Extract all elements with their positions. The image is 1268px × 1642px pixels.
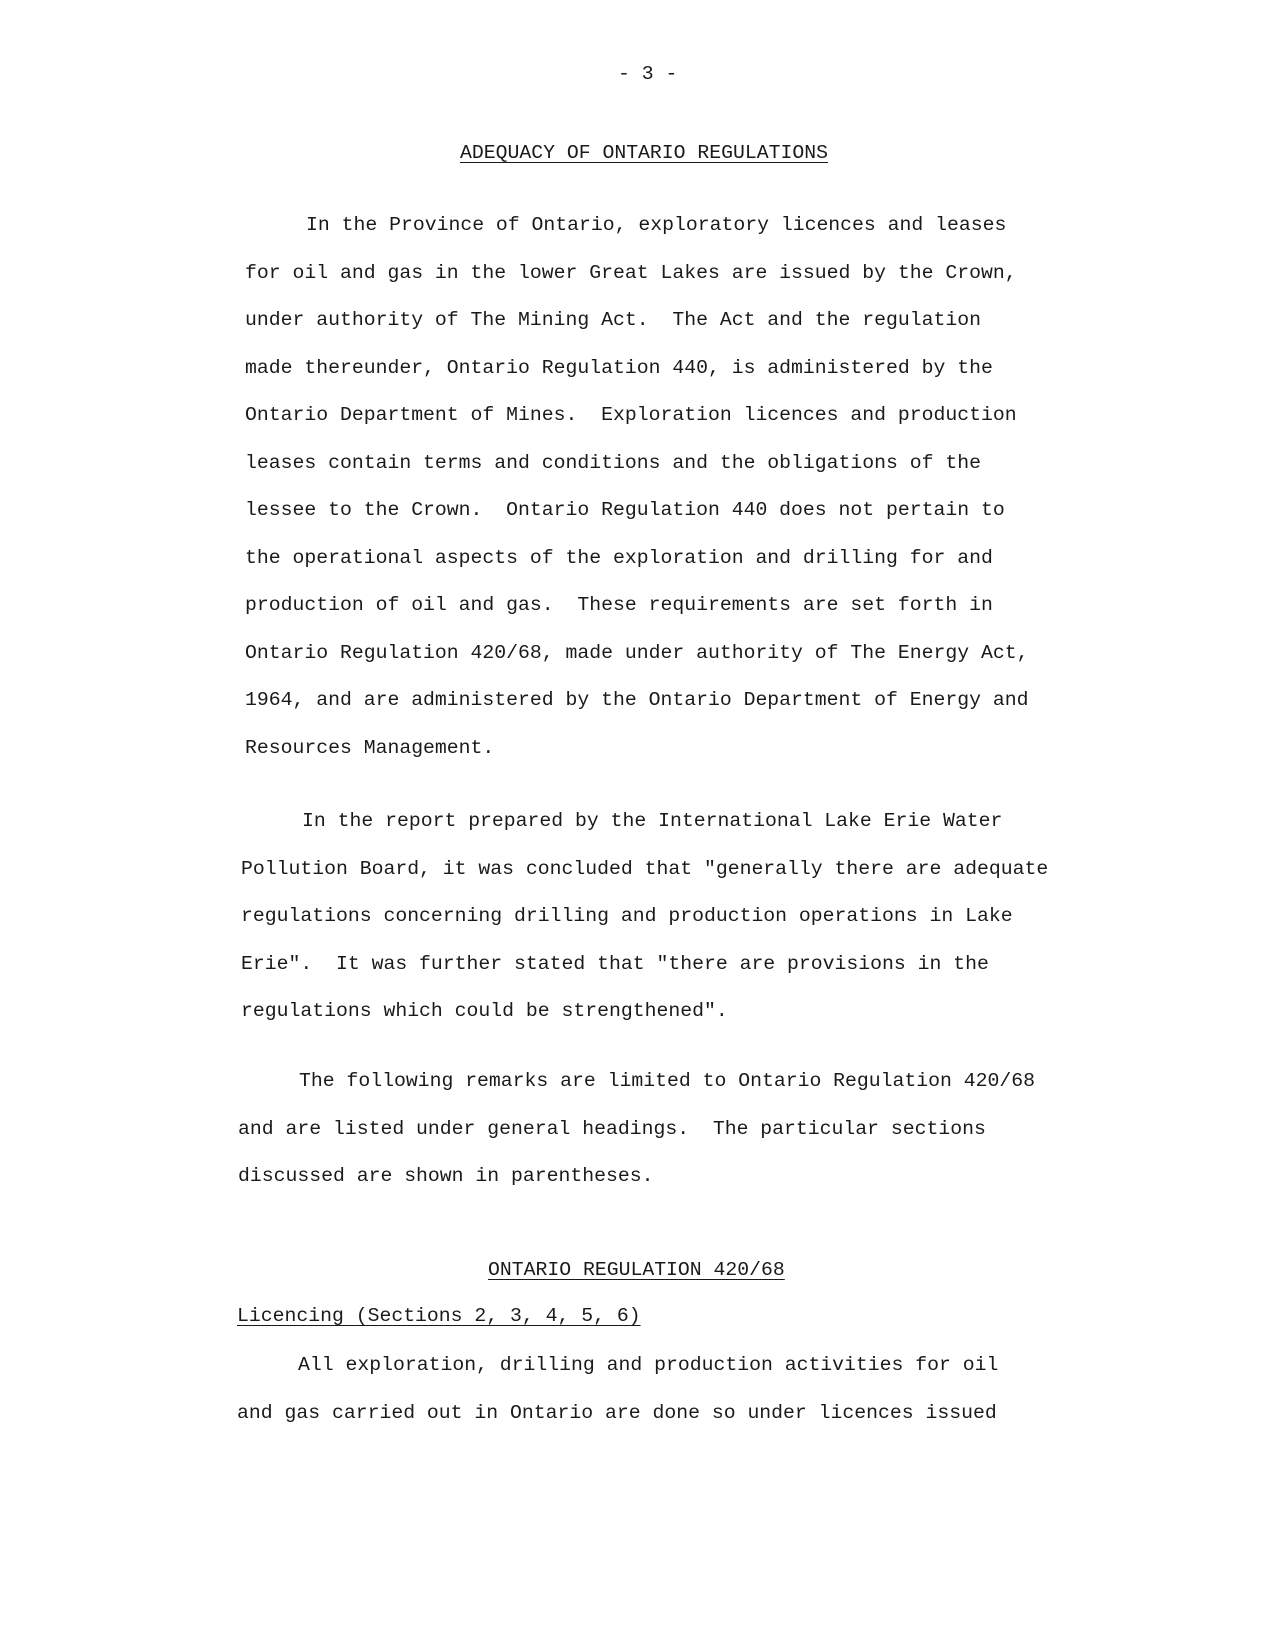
page-title: ADEQUACY OF ONTARIO REGULATIONS	[460, 142, 828, 164]
text-line: Pollution Board, it was concluded that "generally there are adequate	[241, 857, 1049, 880]
text-line: All exploration, drilling and production activities for oil	[298, 1354, 999, 1376]
text-line: leases contain terms and conditions and the obligations of the	[245, 451, 981, 474]
text-line: lessee to the Crown. Ontario Regulation 440 does not pertain to	[245, 499, 1005, 521]
text-line: Ontario Department of Mines. Exploration licences and production	[245, 404, 1017, 426]
text-line: for oil and gas in the lower Great Lakes are issued by the Crown,	[245, 261, 1017, 284]
text-line: and are listed under general headings. The particular sections	[238, 1117, 986, 1140]
page-number: - 3 -	[618, 63, 678, 85]
text-line: Erie". It was further stated that "there are provisions in the	[241, 952, 989, 975]
text-line: regulations which could be strengthened".	[241, 1000, 728, 1022]
section-heading: ONTARIO REGULATION 420/68	[488, 1259, 785, 1281]
paragraph-4	[237, 1353, 998, 1448]
paragraph-3	[238, 1069, 1035, 1212]
paragraph-1	[245, 213, 1028, 783]
text-line: under authority of The Mining Act. The Act and the regulation	[245, 309, 981, 331]
text-line: discussed are shown in parentheses.	[238, 1165, 654, 1187]
text-line: and gas carried out in Ontario are done so under licences issued	[237, 1401, 997, 1424]
text-line: The following remarks are limited to Ontario Regulation 420/68	[299, 1070, 1035, 1092]
subheading: Licencing (Sections 2, 3, 4, 5, 6)	[237, 1305, 641, 1327]
text-line: In the Province of Ontario, exploratory licences and leases	[306, 214, 1007, 236]
text-line: the operational aspects of the exploration and drilling for and	[245, 546, 993, 569]
text-line: Resources Management.	[245, 736, 495, 759]
text-line: 1964, and are administered by the Ontario Department of Energy and	[245, 689, 1029, 711]
text-line: regulations concerning drilling and production operations in Lake	[241, 905, 1013, 927]
text-line: production of oil and gas. These requirements are set forth in	[245, 594, 993, 616]
text-line: Ontario Regulation 420/68, made under authority of The Energy Act,	[245, 641, 1029, 664]
text-line: In the report prepared by the International Lake Erie Water	[302, 810, 1003, 832]
paragraph-2	[241, 809, 1048, 1047]
text-line: made thereunder, Ontario Regulation 440, is administered by the	[245, 356, 993, 379]
